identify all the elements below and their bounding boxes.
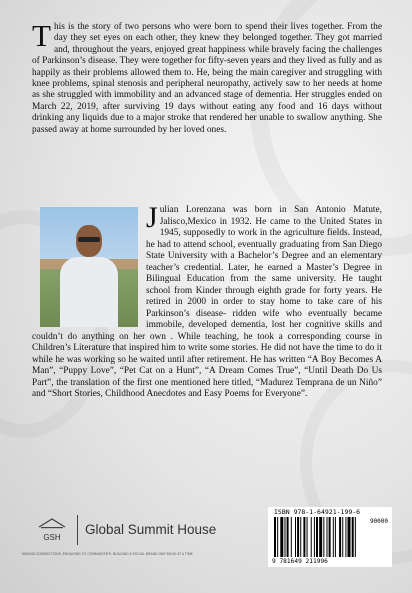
barcode-bars [274, 517, 386, 557]
barcode-bar [297, 517, 299, 557]
price-code: 90000 [369, 518, 388, 525]
author-photo [40, 207, 138, 327]
barcode-bar [323, 517, 324, 557]
barcode-bar [280, 517, 283, 557]
drop-cap: J [146, 201, 158, 234]
author-bio [32, 201, 382, 401]
barcode-bar [287, 517, 289, 557]
barcode-bar [285, 517, 286, 557]
barcode-bar [319, 517, 322, 557]
logo-letters: GSH [43, 533, 61, 542]
barcode-bar [303, 517, 305, 557]
barcode-bar [291, 517, 292, 557]
story-summary [32, 18, 382, 136]
gsh-building-logo-icon [35, 513, 69, 547]
barcode-bar [329, 517, 331, 557]
drop-cap: T [32, 18, 51, 53]
barcode-bar [327, 517, 328, 557]
publisher-name: Global Summit House [85, 522, 217, 537]
isbn-label: ISBN 978-1-64921-199-6 [274, 508, 361, 516]
barcode-bar [333, 517, 334, 557]
publisher-tagline: MAKING CONNECTIONS, ENGAGING TO COMMUNITIES, BUILDING A SOCIAL BRAND ONE BOOK AT A TIME. [22, 552, 194, 556]
barcode-bar [345, 517, 346, 557]
barcode-digits: 9 781649 211996 [272, 558, 328, 565]
barcode-bar [339, 517, 341, 557]
barcode-bar [274, 517, 276, 557]
barcode-bar [348, 517, 351, 557]
barcode-bar [307, 517, 308, 557]
barcode-bar [314, 517, 315, 557]
isbn-barcode [268, 507, 392, 567]
barcode-bar [355, 517, 356, 557]
logo-divider [77, 515, 78, 545]
barcode-bar [295, 517, 296, 557]
barcode-bar [277, 517, 278, 557]
barcode-bar [352, 517, 354, 557]
barcode-bar [342, 517, 343, 557]
barcode-bar [316, 517, 318, 557]
barcode-bar [335, 517, 336, 557]
story-summary-text: his is the story of two persons who were born to spend their lives together. From the day they set eyes on each other, they knew they belonged together. They got married and, throughout the years, enjoyed great happiness while bravely facing the challenges of Parkinson’s disease. They were together for fifty-seven years and they lived as fully and as happily as their problems allowed them to. He, being the main caregiver and struggling with knee problems, spinal stenosis and peripheral neuropathy, actively saw to her needs at home as she struggled with immobility and an advanced stage of dementia. Her struggles ended on March 22, 2019, after surviving 19 days without eating any food and 16 days without drinking any liquids due to a major stroke that rendered her unable to swallow anything. She passed away at home surrounded by her loved ones. [32, 22, 382, 135]
barcode-bar [311, 517, 312, 557]
barcode-bar [300, 517, 301, 557]
publisher-logo [35, 513, 235, 547]
author-bio-text: ulian Lorenzana was born in San Antonio Matute, Jalisco,Mexico in 1932. He came to the United States in 1945, supposedly to work in the agriculture fields. Instead, he had to attend school, eventually graduating from San Diego State University with a Bachelor’s Degree and an elementary teacher’s credential. Later, he earned a Master’s Degree in Bilingual Education from the same university. He taught school from Kinder through eighth grade for forty years. He retired in 2000 in order to stay home to take care of his Parkinson’s disease- ridden wife who eventually became immobile, developed dementia, lost her cognitive skills and couldn’t do anything on her own . While teaching, he took a corresponding course in Children’s Literature that inspired him to write some stories. He did not have the time to do it while he was working so he waited until after retirement. He has written “A Boy Becomes A Man”, “Puppy Love”, “Pet Cat on a Hunt”, “A Dream Comes True”, “Until Death Do Us Part”, the translation of the first one mentioned here titled, “Madurez Temprana de un Niño” and “Short Stories, Childhood Anecdotes and Easy Poems for Everyone”. [32, 205, 382, 399]
